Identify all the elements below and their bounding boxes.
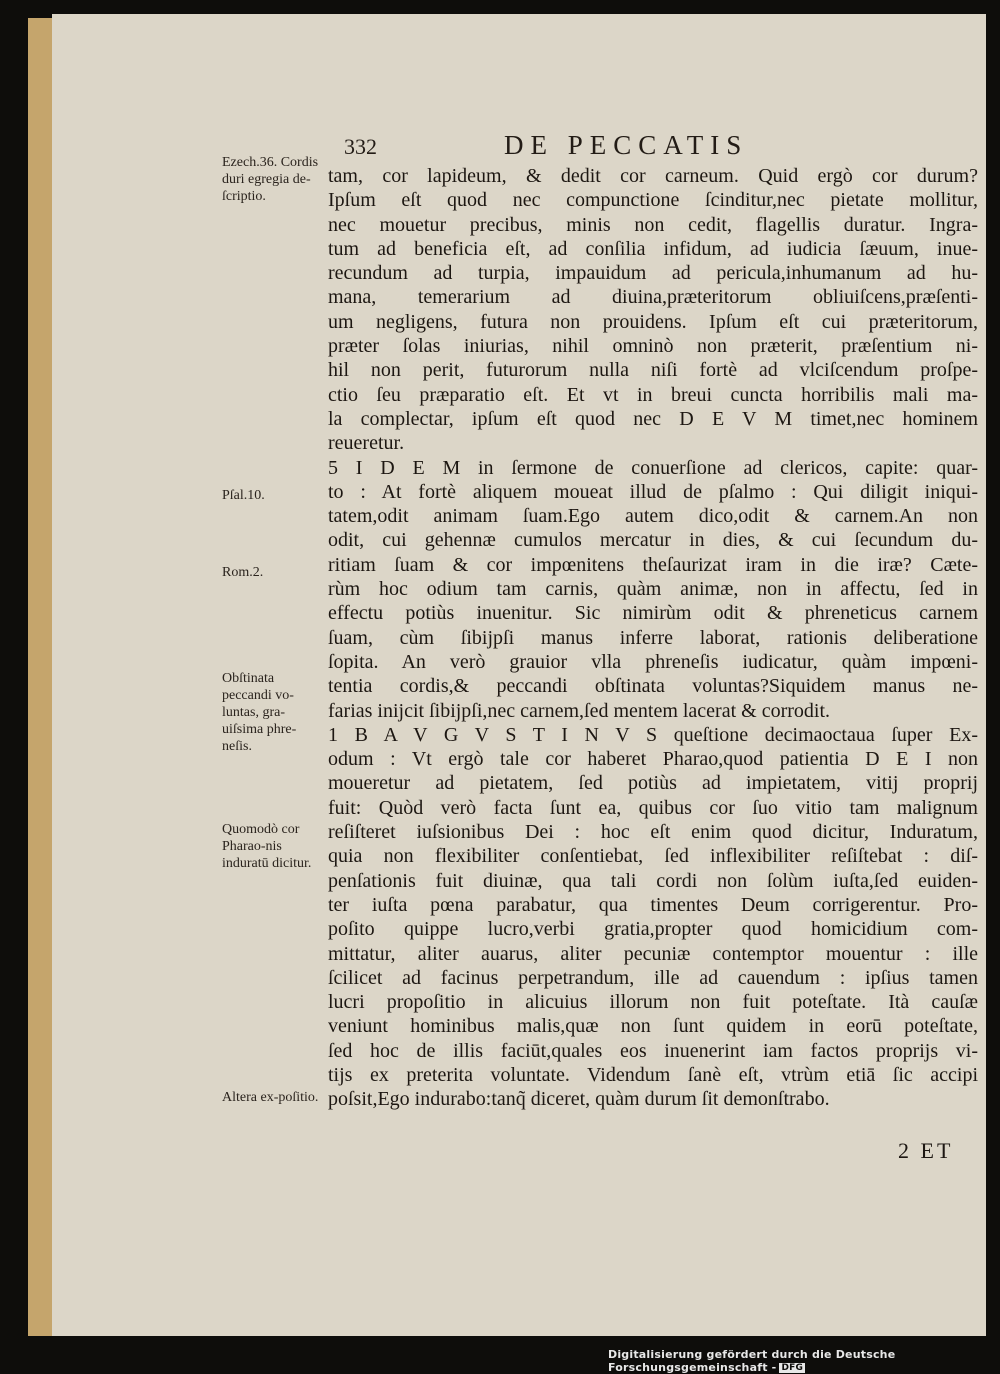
text-line: to : At fortè aliquem moueat illud de pſalmo : Qui diligit iniqui- (328, 480, 978, 503)
text-line: poſito quippe lucro,verbi gratia,propter quod homicidium com- (328, 918, 978, 941)
text-line: veniunt hominibus malis,quæ non ſunt quidem in eorū poteſtate, (328, 1015, 978, 1038)
text-line: farias inijcit ſibijpſi,nec carnem,ſed mentem lacerat & corrodit. (328, 699, 831, 722)
text-line: reueretur. (328, 432, 405, 455)
margin-note-obstinata: Obſtinata peccandi vo-luntas, gra-uiſsima phre-neſis. (222, 671, 297, 754)
text-line: ſopita. An verò grauior vlla phreneſis iudicatur, quàm impœni- (328, 650, 978, 673)
text-line: ter iuſta pœna parabatur, qua timentes Deum corrigerentur. Pro- (328, 893, 978, 916)
text-line: 1 B A V G V S T I N V S queſtione decimaoctaua ſuper Ex- (328, 723, 978, 746)
text-line: ctio ſeu præparatio eſt. Et vt in breui cuncta horribilis mali ma- (328, 383, 978, 406)
text-line: recundum ad turpia, impauidum ad pericula,inhumanum ad hu- (328, 262, 978, 285)
text-line: ſcilicet ad facinus perpetrandum, ille ad cauendum : ipſius tamen (328, 966, 978, 989)
text-line: tatem,odit animam ſuam.Ego autem dico,odit & carnem.An non (328, 505, 978, 528)
text-line: mittatur, aliter auarus, aliter pecuniæ contemptor mouentur : ille (328, 942, 978, 965)
text-line: reſiſteret iuſsionibus Dei : hoc eſt enim quod dicitur, Induratum, (328, 821, 978, 844)
page-number: 332 (344, 134, 377, 159)
running-title: DE PECCATIS (504, 130, 749, 160)
body-text (328, 164, 978, 1112)
catchword: 2 ET (898, 1138, 954, 1163)
margin-note-pharao: Quomodò cor Pharao-nis induratū dicitur. (222, 822, 312, 871)
digitization-credit (608, 1348, 1000, 1374)
text-line: tam, cor lapideum, & dedit cor carneum. Quid ergò cor durum? (328, 165, 978, 187)
text-line: penſationis fuit diuinæ, qua tali cordi non ſolùm iuſta,ſed euiden- (328, 869, 978, 892)
margin-note-ezechiel: Ezech.36. Cordis duri egregia de-ſcriptio. (222, 155, 319, 204)
text-line: tentia cordis,& peccandi obſtinata voluntas?Siquidem manus ne- (328, 675, 978, 698)
text-line: lucri propoſitio in alicuius illorum non fuit poteſtate. Ità cauſæ (328, 991, 978, 1014)
text-line: tum ad beneficia eſt, ad conſilia infidum, ad iudicia ſæuum, inue- (328, 237, 978, 260)
book-page (52, 14, 986, 1336)
text-line: fuit: Quòd verò facta ſunt ea, quibus cor ſuo vitio tam malignum (328, 796, 978, 819)
text-line: odum : Vt ergò tale cor haberet Pharao,quod patientia D E I non (328, 748, 978, 771)
text-line: rùm hoc odium tam carnis, quàm animæ, non in affectu, ſed in (328, 578, 978, 601)
text-line: effectu potiùs inuenitur. Sic nimirùm odit & phreneticus carnem (328, 602, 978, 625)
margin-note-psalm: Pſal.10. (222, 488, 265, 503)
text-line: ritiam ſuam & cor impœnitens theſaurizat iram in die iræ? Cæte- (328, 553, 978, 576)
text-line: ſuam, cùm ſibijpſi manus inferre laborat, rationis deliberatione (328, 626, 978, 649)
text-line: hil non perit, futurorum nulla niſi fortè ad vlciſcendum proſpe- (328, 359, 978, 382)
text-line: la complectar, ipſum eſt quod nec D E V M timet,nec hominem (328, 407, 978, 430)
text-line: mana, temerarium ad diuina,præteritorum obliuiſcens,præſenti- (328, 286, 978, 309)
text-line: præter ſolas iniurias, nihil omninò non præterit, præſentium ni- (328, 335, 978, 358)
text-line: tijs ex preterita voluntate. Videndum ſanè eſt, vtrùm etiā ſic accipi (328, 1063, 978, 1086)
text-line: quia non flexibiliter conſentiebat, ſed inflexibiliter reſiſtebat : diſ- (328, 845, 978, 868)
text-line: nec mouetur precibus, minis non cedit, flagellis duratur. Ingra- (328, 213, 978, 236)
text-line: poſsit,Ego indurabo:tanq̃ diceret, quàm durum ſit demonſtrabo. (328, 1088, 830, 1111)
text-line: 5 I D E M in ſermone de conuerſione ad clericos, capite: quar- (328, 456, 978, 479)
margin-note-altera: Altera ex-poſitio. (222, 1090, 319, 1105)
text-line: Ipſum eſt quod nec compunctione ſcinditur,nec pietate mollitur, (328, 189, 978, 212)
text-line: ſed hoc de illis faciūt,quales eos inuenerint iam factos proprijs vi- (328, 1039, 978, 1062)
margin-note-romans: Rom.2. (222, 565, 264, 580)
credit-text: Digitalisierung gefördert durch die Deutsche Forschungsgemeinschaft - (608, 1348, 896, 1374)
page-header (52, 130, 986, 168)
text-line: odit, cui gehennæ cumulos mercatur in dies, & cui ſecundum du- (328, 529, 978, 552)
text-line: um negligens, futura non prouidens. Ipſum eſt cui præteritorum, (328, 310, 978, 333)
text-line: moueretur ad pietatem, ſed potiùs ad impietatem, vitij proprij (328, 772, 978, 795)
dfg-logo-icon: DFG (781, 1363, 804, 1373)
